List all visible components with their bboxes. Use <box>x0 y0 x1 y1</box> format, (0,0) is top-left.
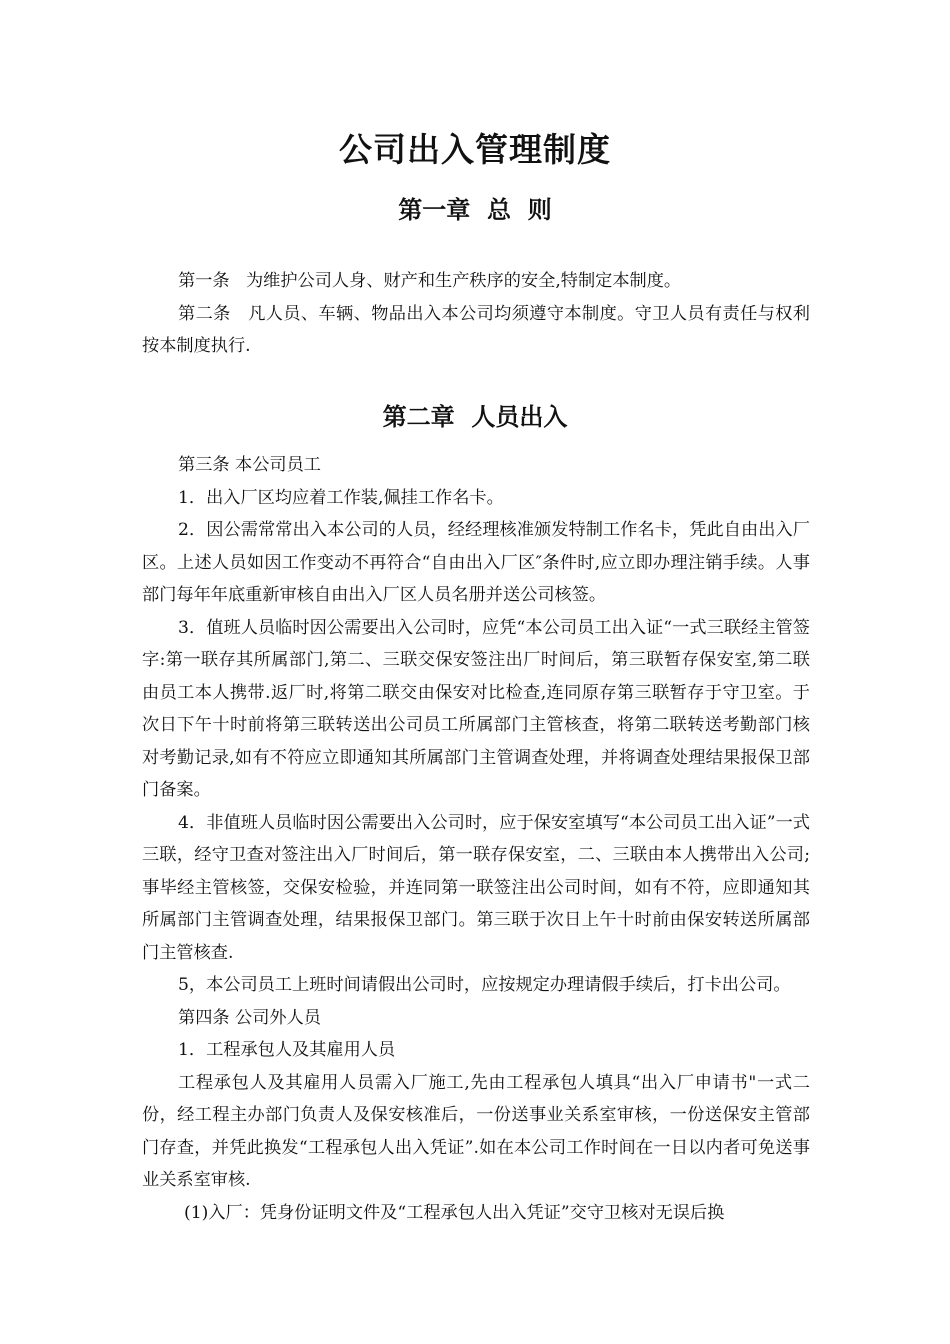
chapter-2-body <box>142 449 810 1229</box>
article-4-heading: 第四条 公司外人员 <box>178 1007 321 1028</box>
article-1: 第一条 为维护公司人身、财产和生产秩序的安全,特制定本制度。 <box>178 271 682 291</box>
article-3-heading: 第三条 本公司员工 <box>178 455 321 475</box>
article-4-item-1-body: 工程承包人及其雇用人员需入厂施工,先由工程承包人填具“出入厂申请书"一式二份，经工程主办部门负责人及保安核准后，一份送事业关系室审核，一份送保安主管部门存查，并凭此换发“工程承包人出入凭证”.如在本公司工作时间在一日以内者可免送事业关系室审核. <box>142 1072 810 1190</box>
chapter-1-body <box>142 265 810 363</box>
document-title: 公司出入管理制度 <box>339 130 611 169</box>
article-4-item-1: 1．工程承包人及其雇用人员 <box>178 1040 396 1060</box>
article-4-item-1-sub-1: (1)入厂：凭身份证明文件及“工程承包人出入凭证”交守卫核对无误后换 <box>184 1202 725 1223</box>
article-2: 第二条 凡人员、车辆、物品出入本公司均须遵守本制度。守卫人员有责任与权利按本制度执行. <box>142 303 810 356</box>
article-3-item-2: 2．因公需常常出入本公司的人员，经经理核准颁发特制工作名卡，凭此自由出入厂区。上述人员如因工作变动不再符合“自由出入厂区″条件时,应立即办理注销手续。人事部门每年年底重新审核自由出入厂区人员名册并送公司核签。 <box>142 520 810 605</box>
chapter-1-heading: 第一章 总 则 <box>398 195 552 224</box>
article-3-item-4: 4．非值班人员临时因公需要出入公司时，应于保安室填写“本公司员工出入证”一式三联，经守卫查对签注出入厂时间后，第一联存保安室，二、三联由本人携带出入公司;事毕经主管核签，交保安检验，并连同第一联签注出公司时间，如有不符，应即通知其所属部门主管调查处理，结果报保卫部门。第三联于次日上午十时前由保安转送所属部门主管核查. <box>142 812 810 963</box>
article-3-item-1: 1．出入厂区均应着工作装,佩挂工作名卡。 <box>178 487 504 508</box>
article-3-item-5: 5，本公司员工上班时间请假出公司时，应按规定办理请假手续后，打卡出公司。 <box>178 975 791 995</box>
article-3-item-3: 3．值班人员临时因公需要出入公司时，应凭“本公司员工出入证“一式三联经主管签字:第一联存其所属部门,第二、三联交保安签注出厂时间后，第三联暂存保安室,第二联由员工本人携带.返厂时,将第二联交由保安对比检查,连同原存第三联暂存于守卫室。于次日下午十时前将第三联转送出公司员工所属部门主管核查，将第二联转送考勤部门核对考勤记录,如有不符应立即通知其所属部门主管调查处理，并将调查处理结果报保卫部门备案。 <box>142 617 810 800</box>
chapter-2-heading: 第二章 人员出入 <box>382 402 568 431</box>
